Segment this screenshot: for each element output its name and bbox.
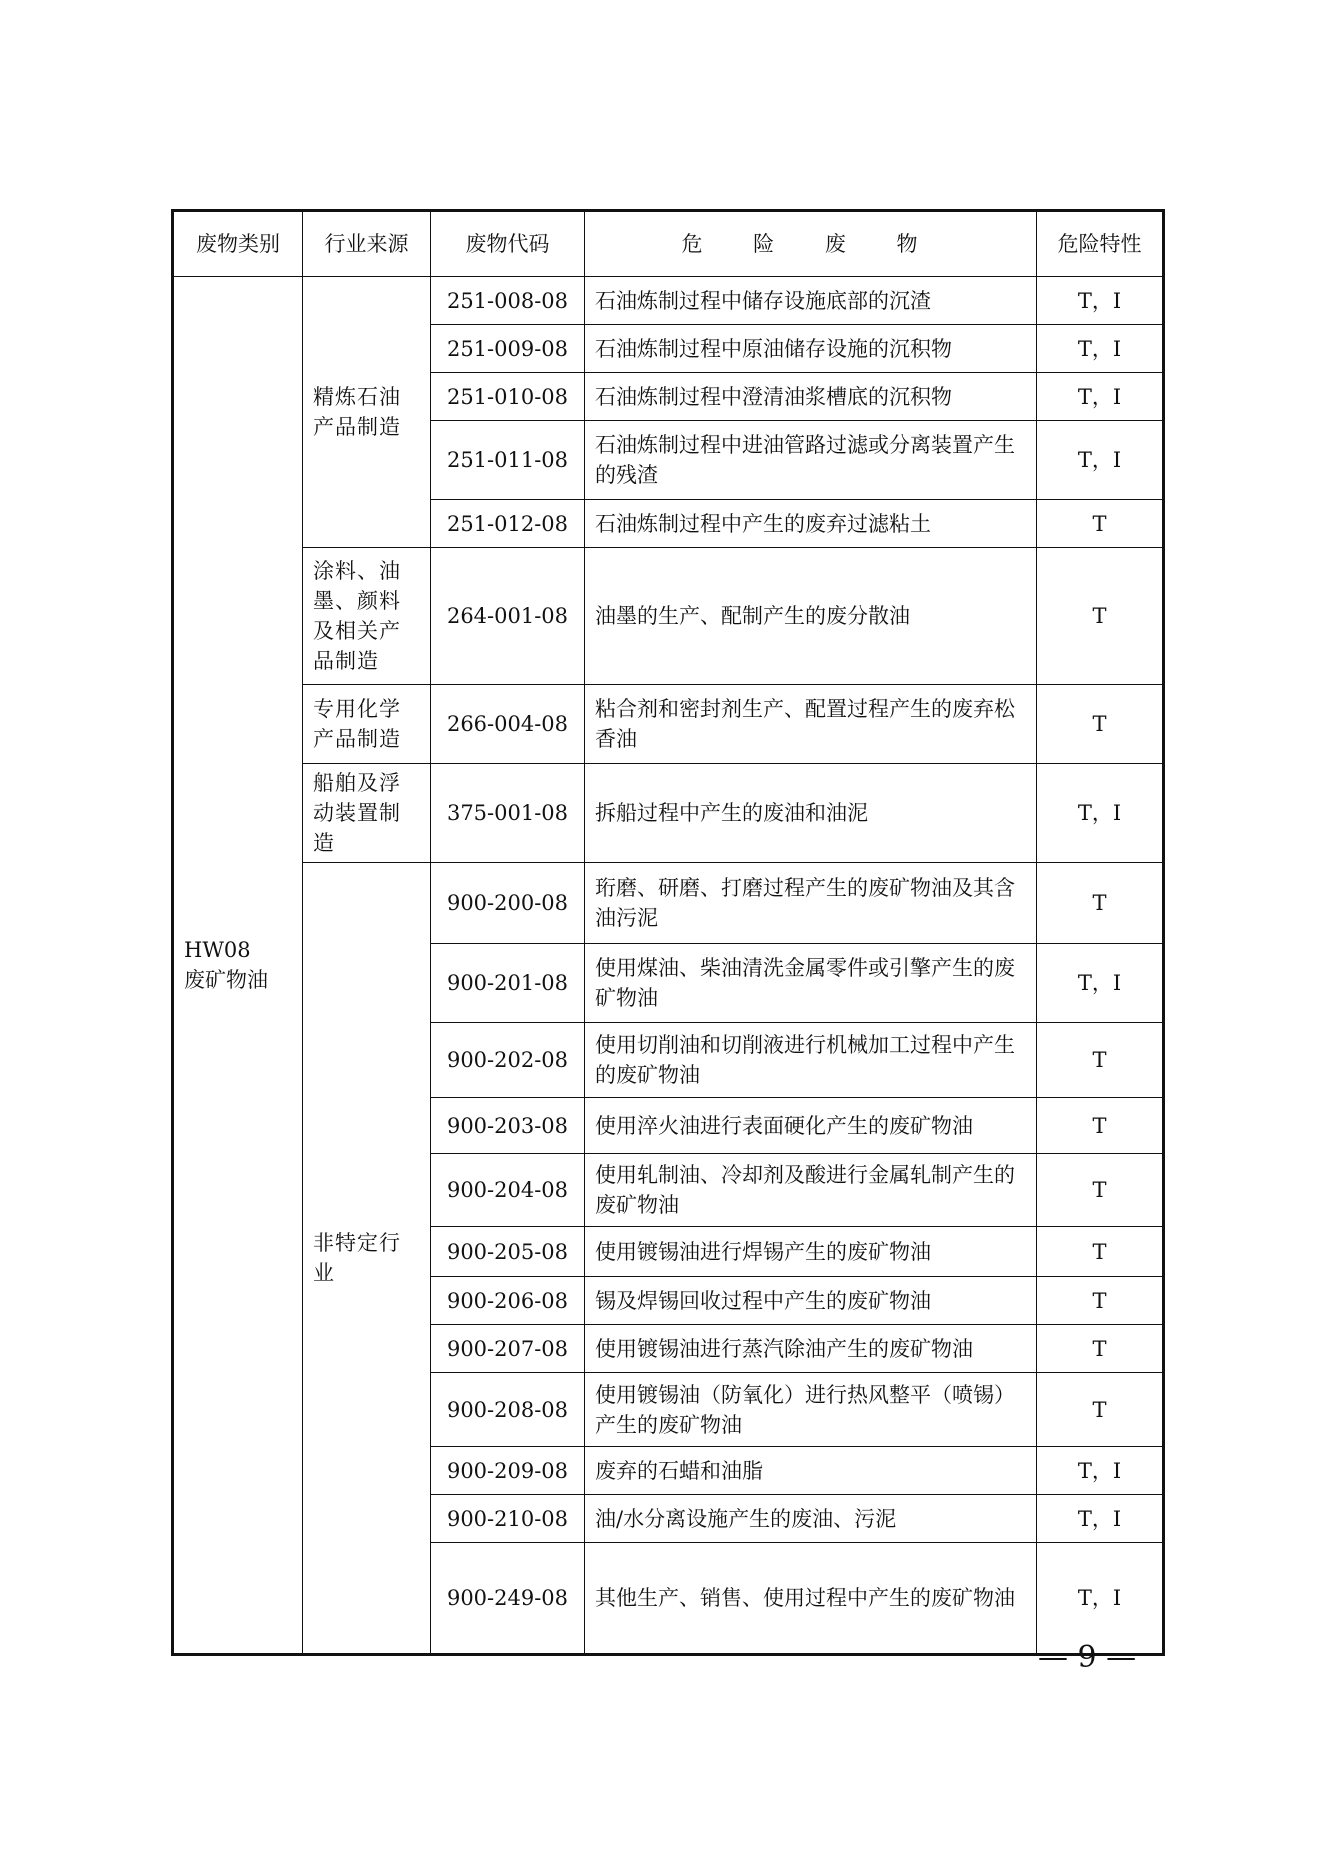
header-hazard-property: 危险特性 xyxy=(1037,211,1164,277)
hazard-property: T xyxy=(1037,548,1164,685)
hazard-property: T，I xyxy=(1037,944,1164,1023)
waste-description: 使用镀锡油进行焊锡产生的废矿物油 xyxy=(585,1227,1037,1277)
waste-description: 石油炼制过程中产生的废弃过滤粘土 xyxy=(585,500,1037,548)
industry-source: 专用化学产品制造 xyxy=(303,685,431,764)
waste-description: 使用淬火油进行表面硬化产生的废矿物油 xyxy=(585,1098,1037,1154)
category-name: 废矿物油 xyxy=(184,968,268,992)
waste-description: 石油炼制过程中澄清油浆槽底的沉积物 xyxy=(585,373,1037,421)
hazard-property: T xyxy=(1037,1098,1164,1154)
hazard-property: T xyxy=(1037,1277,1164,1325)
waste-code: 251-010-08 xyxy=(431,373,585,421)
waste-description: 使用镀锡油进行蒸汽除油产生的废矿物油 xyxy=(585,1325,1037,1373)
waste-code: 264-001-08 xyxy=(431,548,585,685)
hazard-property: T，I xyxy=(1037,764,1164,863)
hazard-property: T xyxy=(1037,863,1164,944)
industry-source: 船舶及浮动装置制造 xyxy=(303,764,431,863)
waste-description: 石油炼制过程中储存设施底部的沉渣 xyxy=(585,277,1037,325)
waste-code: 900-203-08 xyxy=(431,1098,585,1154)
waste-description: 使用镀锡油（防氧化）进行热风整平（喷锡）产生的废矿物油 xyxy=(585,1373,1037,1447)
category-code: HW08 xyxy=(184,938,251,962)
hazard-property: T，I xyxy=(1037,277,1164,325)
table-row xyxy=(173,548,1164,685)
page-number: — 9 — xyxy=(1038,1640,1137,1675)
hazard-property: T，I xyxy=(1037,1447,1164,1495)
hazard-property: T xyxy=(1037,1023,1164,1098)
waste-description: 石油炼制过程中原油储存设施的沉积物 xyxy=(585,325,1037,373)
header-waste-code: 废物代码 xyxy=(431,211,585,277)
waste-code: 900-200-08 xyxy=(431,863,585,944)
waste-description: 油墨的生产、配制产生的废分散油 xyxy=(585,548,1037,685)
waste-code: 266-004-08 xyxy=(431,685,585,764)
waste-code: 900-209-08 xyxy=(431,1447,585,1495)
table-row xyxy=(173,685,1164,764)
waste-description: 其他生产、销售、使用过程中产生的废矿物油 xyxy=(585,1543,1037,1655)
hazard-property: T，I xyxy=(1037,1543,1164,1655)
header-hazardous-waste: 危 险 废 物 xyxy=(585,211,1037,277)
waste-code: 900-210-08 xyxy=(431,1495,585,1543)
waste-description: 使用煤油、柴油清洗金属零件或引擎产生的废矿物油 xyxy=(585,944,1037,1023)
table-row xyxy=(173,764,1164,863)
header-industry-source: 行业来源 xyxy=(303,211,431,277)
hazardous-waste-table xyxy=(171,209,1165,1656)
industry-source: 涂料、油墨、颜料及相关产品制造 xyxy=(303,548,431,685)
waste-description: 石油炼制过程中进油管路过滤或分离装置产生的残渣 xyxy=(585,421,1037,500)
waste-code: 251-012-08 xyxy=(431,500,585,548)
table-row xyxy=(173,863,1164,944)
hazard-property: T xyxy=(1037,1373,1164,1447)
table-header-row xyxy=(173,211,1164,277)
table-row xyxy=(173,277,1164,325)
hazard-property: T，I xyxy=(1037,373,1164,421)
hazard-property: T，I xyxy=(1037,1495,1164,1543)
waste-code: 900-249-08 xyxy=(431,1543,585,1655)
waste-description: 废弃的石蜡和油脂 xyxy=(585,1447,1037,1495)
waste-code: 900-201-08 xyxy=(431,944,585,1023)
waste-description: 油/水分离设施产生的废油、污泥 xyxy=(585,1495,1037,1543)
waste-code: 900-208-08 xyxy=(431,1373,585,1447)
waste-description: 珩磨、研磨、打磨过程产生的废矿物油及其含油污泥 xyxy=(585,863,1037,944)
hazard-property: T xyxy=(1037,685,1164,764)
waste-category-cell xyxy=(173,277,303,1655)
waste-description: 使用轧制油、冷却剂及酸进行金属轧制产生的废矿物油 xyxy=(585,1154,1037,1227)
waste-code: 900-204-08 xyxy=(431,1154,585,1227)
hazard-property: T xyxy=(1037,1154,1164,1227)
waste-code: 375-001-08 xyxy=(431,764,585,863)
hazard-property: T，I xyxy=(1037,325,1164,373)
waste-description: 拆船过程中产生的废油和油泥 xyxy=(585,764,1037,863)
waste-code: 251-011-08 xyxy=(431,421,585,500)
hazard-property: T，I xyxy=(1037,421,1164,500)
waste-code: 900-207-08 xyxy=(431,1325,585,1373)
waste-code: 900-205-08 xyxy=(431,1227,585,1277)
hazard-property: T xyxy=(1037,1227,1164,1277)
waste-code: 251-008-08 xyxy=(431,277,585,325)
waste-code: 251-009-08 xyxy=(431,325,585,373)
hazard-property: T xyxy=(1037,1325,1164,1373)
waste-description: 粘合剂和密封剂生产、配置过程产生的废弃松香油 xyxy=(585,685,1037,764)
waste-description: 使用切削油和切削液进行机械加工过程中产生的废矿物油 xyxy=(585,1023,1037,1098)
waste-code: 900-202-08 xyxy=(431,1023,585,1098)
header-waste-category: 废物类别 xyxy=(173,211,303,277)
waste-code: 900-206-08 xyxy=(431,1277,585,1325)
hazard-property: T xyxy=(1037,500,1164,548)
industry-source: 非特定行业 xyxy=(303,863,431,1655)
industry-source: 精炼石油产品制造 xyxy=(303,277,431,548)
waste-description: 锡及焊锡回收过程中产生的废矿物油 xyxy=(585,1277,1037,1325)
